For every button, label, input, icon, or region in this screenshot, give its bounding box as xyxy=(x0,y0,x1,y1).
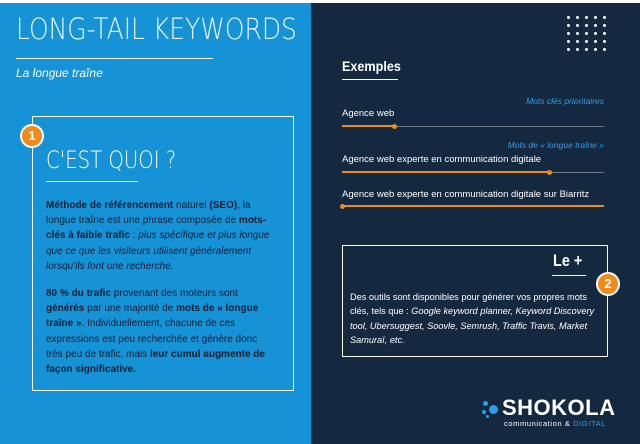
logo-wordmark: SHOKOLA xyxy=(502,395,616,420)
keyword-bar-2 xyxy=(342,172,604,173)
title-underline xyxy=(16,58,213,59)
page-subtitle: La longue traîne xyxy=(16,66,103,80)
text-run: . Individuellement, chacune de ces expressions est peu recherchée et génère donc très peu de trafic, mais xyxy=(46,318,258,360)
tools-intro: Des outils sont disponibles pour générer vos propres mots clés, tels que : xyxy=(350,292,587,317)
examples-underline xyxy=(342,79,398,80)
logo-tagline-accent: DIGITAL xyxy=(573,419,607,428)
keyword-example-1: Agence web xyxy=(342,108,395,119)
tools-list: Google keyword planner, Keyword Discovery tool, Ubersuggest, Soovle, Semrush, Traffic Travis, Market Samuraï, etc. xyxy=(350,306,595,346)
text-run: : xyxy=(129,230,139,242)
keyword-example-3: Agence web experte en communication digitale sur Biarritz xyxy=(342,189,590,200)
keyword-bar-1 xyxy=(342,126,604,127)
keyword-bar-fill xyxy=(342,205,604,207)
dot-grid-icon xyxy=(567,16,607,56)
text-run: 80 % du trafic xyxy=(46,288,112,299)
text-run: leur cumul augmente de façon significative. xyxy=(46,348,265,376)
tools-card-text xyxy=(350,290,602,348)
text-run: (SEO) xyxy=(209,200,238,211)
text-run: mots-clés à faible trafic xyxy=(46,215,267,242)
logo-tagline-main: communication & xyxy=(504,419,574,428)
tools-card-title: Le + xyxy=(553,251,583,270)
keyword-example-2: Agence web experte en communication digitale xyxy=(342,154,542,165)
shokola-logo-icon xyxy=(480,399,500,419)
card-heading: C'EST QUOI ? xyxy=(46,146,177,174)
page-title: LONG-TAIL KEYWORDS xyxy=(16,12,297,46)
text-run: provenant des moteurs sont xyxy=(111,288,238,299)
top-strip xyxy=(0,0,640,3)
text-run: naturel xyxy=(173,200,210,211)
text-run: mots de « longue traîne » xyxy=(46,303,259,330)
traffic-paragraph xyxy=(46,286,272,377)
text-run: générés xyxy=(46,303,85,315)
step-badge-1: 1 xyxy=(20,124,44,148)
keyword-bar-fill xyxy=(342,125,394,127)
keyword-bar-marker xyxy=(547,170,552,175)
shokola-logo xyxy=(480,395,630,435)
logo-tagline xyxy=(504,419,606,428)
step-badge-2: 2 xyxy=(596,272,620,296)
card-heading-underline xyxy=(46,181,138,182)
keyword-bar-fill xyxy=(342,171,549,173)
examples-title: Exemples xyxy=(342,58,401,74)
text-run: Méthode de référencement xyxy=(46,200,174,211)
text-run: plus spécifique et plus longue que ce que les visiteurs utilisent généralement lorsqu'ils font une recherche. xyxy=(46,230,270,272)
definition-paragraph xyxy=(46,198,272,274)
longtail-keywords-label: Mots de « longue traîne » xyxy=(507,140,604,150)
keyword-bar-3 xyxy=(342,206,604,207)
tools-card-underline xyxy=(552,275,586,276)
text-run: par une majorité de xyxy=(84,303,177,315)
text-run: , la longue traîne est une phrase composée de xyxy=(46,200,251,227)
priority-keywords-label: Mots clés prioritaires xyxy=(526,96,604,106)
